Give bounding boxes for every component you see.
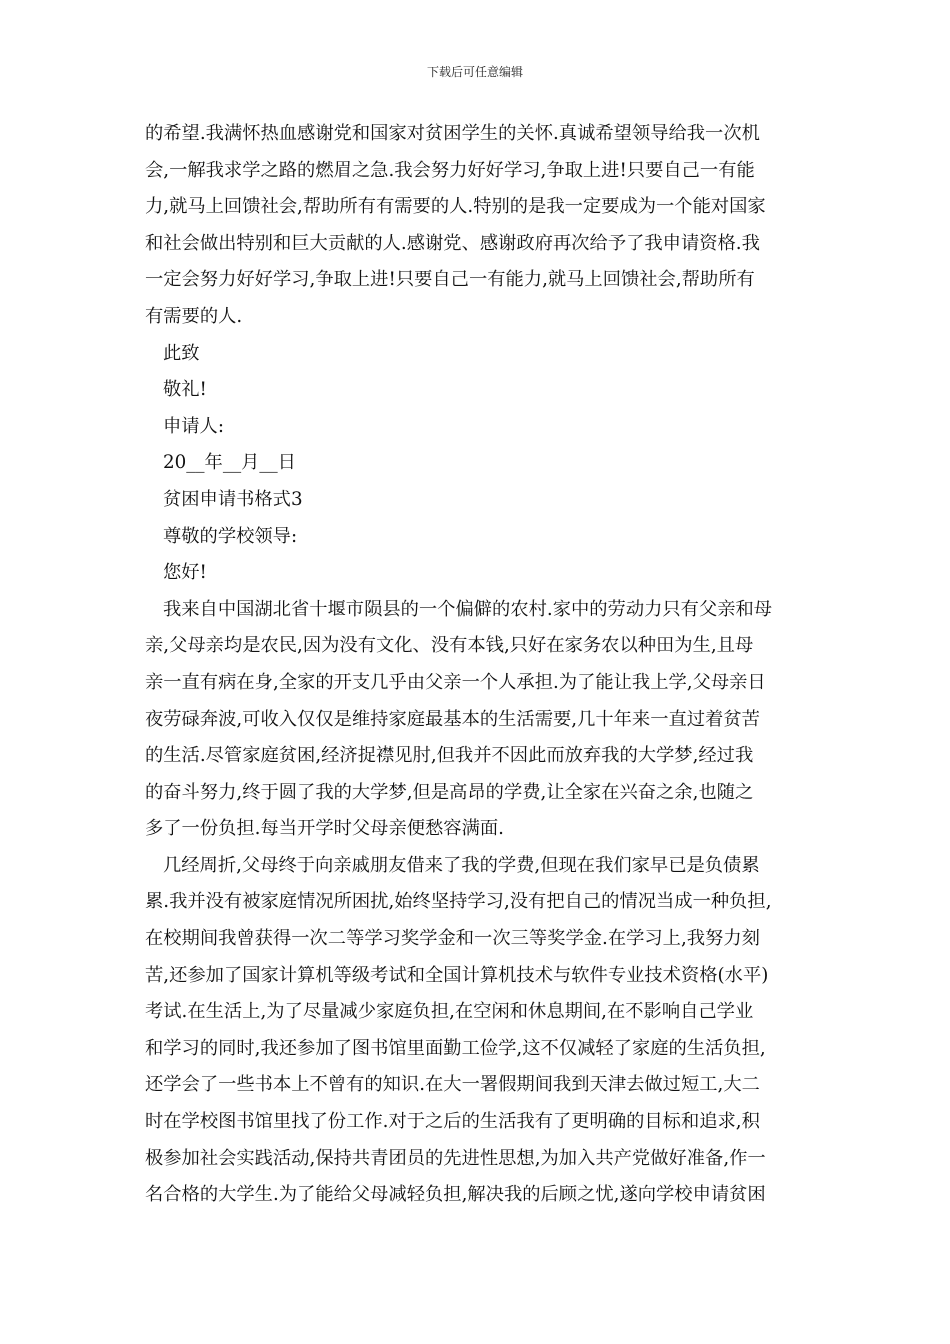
text-line: 还学会了一些书本上不曾有的知识.在大一署假期间我到天津去做过短工,大二 bbox=[145, 1074, 760, 1096]
page-header: 下载后可任意编辑 bbox=[426, 65, 523, 79]
closing-salutation: 此致 bbox=[163, 342, 200, 364]
paragraph-first-line: 几经周折,父母终于向亲戚朋友借来了我的学费,但现在我们家早已是负债累 bbox=[163, 854, 760, 876]
greeting: 您好! bbox=[163, 562, 207, 584]
text-line: 多了一份负担.每当开学时父母亲便愁容满面. bbox=[145, 818, 504, 840]
text-line: 亲一直有病在身,全家的开支几乎由父亲一个人承担.为了能让我上学,父母亲日 bbox=[145, 671, 766, 693]
text-line: 苦,还参加了国家计算机等级考试和全国计算机技术与软件专业技术资格(水平) bbox=[145, 964, 769, 986]
text-line: 会,一解我求学之路的燃眉之急.我会努力好好学习,争取上进!只要自己一有能 bbox=[145, 159, 755, 181]
text-line: 考试.在生活上,为了尽量减少家庭负担,在空闲和休息期间,在不影响自己学业 bbox=[145, 1001, 754, 1023]
text-line: 的希望.我满怀热血感谢党和国家对贫困学生的关怀.真诚希望领导给我一次机 bbox=[145, 123, 760, 144]
text-line: 累.我并没有被家庭情况所困扰,始终坚持学习,没有把自己的情况当成一种负担, bbox=[145, 891, 772, 913]
text-line: 的奋斗努力,终于圆了我的大学梦,但是高昂的学费,让全家在兴奋之余,也随之 bbox=[145, 781, 754, 803]
text-line: 在校期间我曾获得一次二等学习奖学金和一次三等奖学金.在学习上,我努力刻 bbox=[145, 928, 760, 950]
closing-respect: 敬礼! bbox=[163, 379, 207, 401]
greeting-recipient: 尊敬的学校领导: bbox=[163, 525, 298, 547]
date-line: 20__年__月__日 bbox=[163, 452, 296, 474]
applicant-label: 申请人: bbox=[163, 415, 225, 437]
text-line: 极参加社会实践活动,保持共青团员的先进性思想,为加入共产党做好准备,作一 bbox=[145, 1147, 766, 1169]
section-title: 贫困申请书格式3 bbox=[163, 488, 303, 510]
text-line: 亲,父母亲均是农民,因为没有文化、没有本钱,只好在家务农以种田为生,且母 bbox=[145, 635, 754, 657]
text-line: 和社会做出特别和巨大贡献的人.感谢党、感谢政府再次给予了我申请资格.我 bbox=[145, 232, 760, 254]
text-line: 力,就马上回馈社会,帮助所有有需要的人.特别的是我一定要成为一个能对国家 bbox=[145, 196, 766, 218]
text-line: 夜劳碌奔波,可收入仅仅是维持家庭最基本的生活需要,几十年来一直过着贫苦 bbox=[145, 708, 760, 730]
paragraph-first-line: 我来自中国湖北省十堰市陨县的一个偏僻的农村.家中的劳动力只有父亲和母 bbox=[163, 598, 773, 620]
text-line: 一定会努力好好学习,争取上进!只要自己一有能力,就马上回馈社会,帮助所有 bbox=[145, 269, 755, 291]
text-line: 和学习的同时,我还参加了图书馆里面勤工俭学,这不仅减轻了家庭的生活负担, bbox=[145, 1037, 766, 1059]
text-line: 名合格的大学生.为了能给父母减轻负担,解决我的后顾之忧,遂向学校申请贫困 bbox=[145, 1184, 766, 1206]
document-body bbox=[145, 116, 813, 1214]
text-line: 有需要的人. bbox=[145, 305, 243, 327]
text-line: 时在学校图书馆里找了份工作.对于之后的生活我有了更明确的目标和追求,积 bbox=[145, 1111, 760, 1133]
text-line: 的生活.尽管家庭贫困,经济捉襟见肘,但我并不因此而放弃我的大学梦,经过我 bbox=[145, 745, 754, 767]
